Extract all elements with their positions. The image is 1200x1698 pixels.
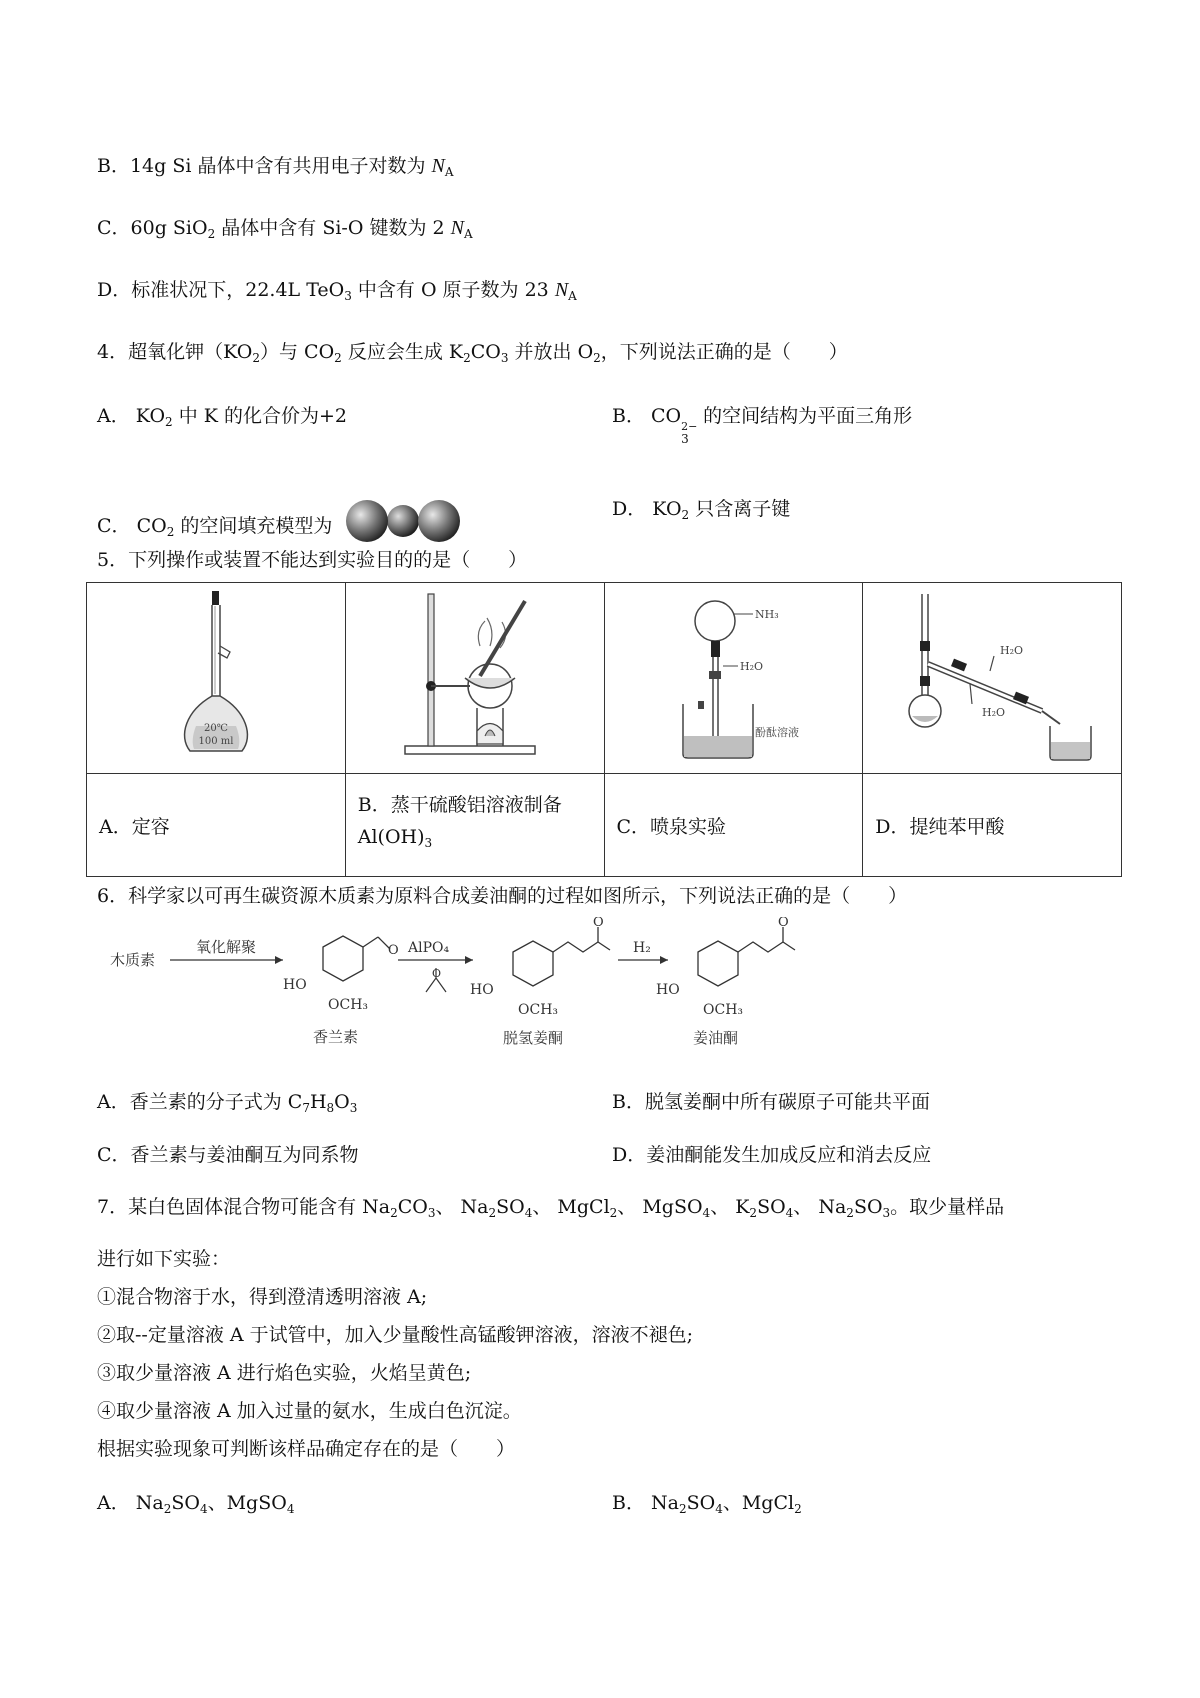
- q4-option-a: A． $KO_2$ 中 K 的化合价为+2: [97, 405, 347, 429]
- q4-stem: 4．超氧化钾$(KO_2)$与 $CO_2$ 反应会生成 $K_2CO_3$ 并放出 $O_2$，下列说法正确的是（ ）: [97, 341, 848, 365]
- co2-space-filling-model: [344, 496, 462, 553]
- q7-option-b: B． $Na_2SO_4$、MgCl$_2$: [612, 1492, 802, 1516]
- scheme-vanillin-ho: HO: [283, 977, 307, 993]
- scheme-step2-label: AlPO₄: [408, 940, 450, 956]
- q7-stem: 7．某白色固体混合物可能含有 $Na_2CO_3$、 $Na_2SO_4$、 MgCl$_2$、 MgSO$_4$、 $K_2SO_4$、 $Na_2SO_3$。取少量样品: [97, 1196, 1005, 1220]
- q5-option-d: D．提纯苯甲酸: [863, 774, 1122, 877]
- phenolphthalein-label: 酚酞溶液: [755, 725, 800, 739]
- q4-option-d: D． $KO_2$ 只含离子键: [612, 498, 791, 522]
- q5-pic-volumetric-flask: [87, 583, 346, 774]
- scheme-zingerone-ho: HO: [656, 982, 680, 998]
- q5-pic-evaporation: [345, 583, 604, 774]
- scheme-aldehyde-o: O: [388, 943, 399, 958]
- q4-option-c: C． $CO_2$ 的空间填充模型为: [97, 496, 462, 553]
- scheme-zingerone-name: 姜油酮: [693, 1029, 739, 1047]
- q5-pic-fountain: [604, 583, 863, 774]
- q7-step2: ②取--定量溶液 A 于试管中，加入少量酸性高锰酸钾溶液，溶液不褪色;: [97, 1324, 694, 1346]
- q3-option-d: D．标准状况下，22.4L TeO$_3$ 中含有 O 原子数为 23 $N_A$: [97, 279, 577, 303]
- q6-synthesis-scheme: [108, 917, 828, 1065]
- scheme-step3-label: H₂: [633, 940, 651, 956]
- q5-option-a: A．定容: [87, 774, 346, 877]
- q3-option-c: C．60g SiO$_2$ 晶体中含有 Si-O 键数为 2 $N_A$: [97, 217, 473, 241]
- flask-temp-label: 20℃: [203, 722, 228, 734]
- scheme-vanillin-och3: OCH₃: [328, 997, 369, 1013]
- q6-option-c: C．香兰素与姜油酮互为同系物: [97, 1144, 359, 1166]
- h2o-label: H₂O: [740, 659, 764, 673]
- scheme-ketone-o-2: O: [778, 917, 789, 930]
- q5-options-table: [86, 582, 1122, 877]
- q7-option-a: A． $Na_2SO_4$、MgSO$_4$: [97, 1492, 295, 1516]
- condenser-water-out-label: H₂O: [1000, 643, 1024, 657]
- q7-step4: ④取少量溶液 A 加入过量的氨水，生成白色沉淀。: [97, 1400, 522, 1422]
- scheme-ketone-o-1: O: [593, 917, 604, 930]
- scheme-acetone-o: O: [432, 967, 442, 980]
- nh3-label: NH₃: [755, 607, 780, 621]
- scheme-vanillin-name: 香兰素: [313, 1028, 359, 1046]
- q6-option-a: A．香兰素的分子式为 $C_7H_8O_3$: [97, 1091, 358, 1115]
- q6-option-d: D．姜油酮能发生加成反应和消去反应: [612, 1144, 932, 1166]
- condenser-water-in-label: H₂O: [982, 705, 1006, 719]
- q3-option-b: B．14g Si 晶体中含有共用电子对数为 $N_A$: [97, 155, 454, 179]
- flask-volume-label: 100 ml: [198, 735, 234, 747]
- q7-line2: 进行如下实验：: [97, 1248, 231, 1270]
- scheme-dhz-och3: OCH₃: [518, 1002, 559, 1018]
- q5-option-b: B．蒸干硫酸铝溶液制备 $Al(OH)_3$: [345, 774, 604, 877]
- q7-step3: ③取少量溶液 A 进行焰色实验，火焰呈黄色;: [97, 1362, 472, 1384]
- q7-question: 根据实验现象可判断该样品确定存在的是（ ）: [97, 1438, 516, 1460]
- q6-stem: 6．科学家以可再生碳资源木质素为原料合成姜油酮的过程如图所示，下列说法正确的是（ ）: [97, 885, 908, 907]
- scheme-dhz-name: 脱氢姜酮: [503, 1029, 564, 1047]
- scheme-step1-label: 氧化解聚: [196, 938, 257, 956]
- scheme-zingerone-och3: OCH₃: [703, 1002, 744, 1018]
- scheme-dhz-ho: HO: [470, 982, 494, 998]
- q6-option-b: B．脱氢姜酮中所有碳原子可能共平面: [612, 1091, 930, 1113]
- q4-option-b: B． CO 2− 3 的空间结构为平面三角形: [612, 405, 913, 446]
- q5-stem: 5．下列操作或装置不能达到实验目的的是（ ）: [97, 549, 528, 571]
- q5-option-c: C．喷泉实验: [604, 774, 863, 877]
- q7-step1: ①混合物溶于水，得到澄清透明溶液 A;: [97, 1286, 428, 1308]
- scheme-lignin-label: 木质素: [110, 951, 156, 969]
- q5-pic-distillation: [863, 583, 1122, 774]
